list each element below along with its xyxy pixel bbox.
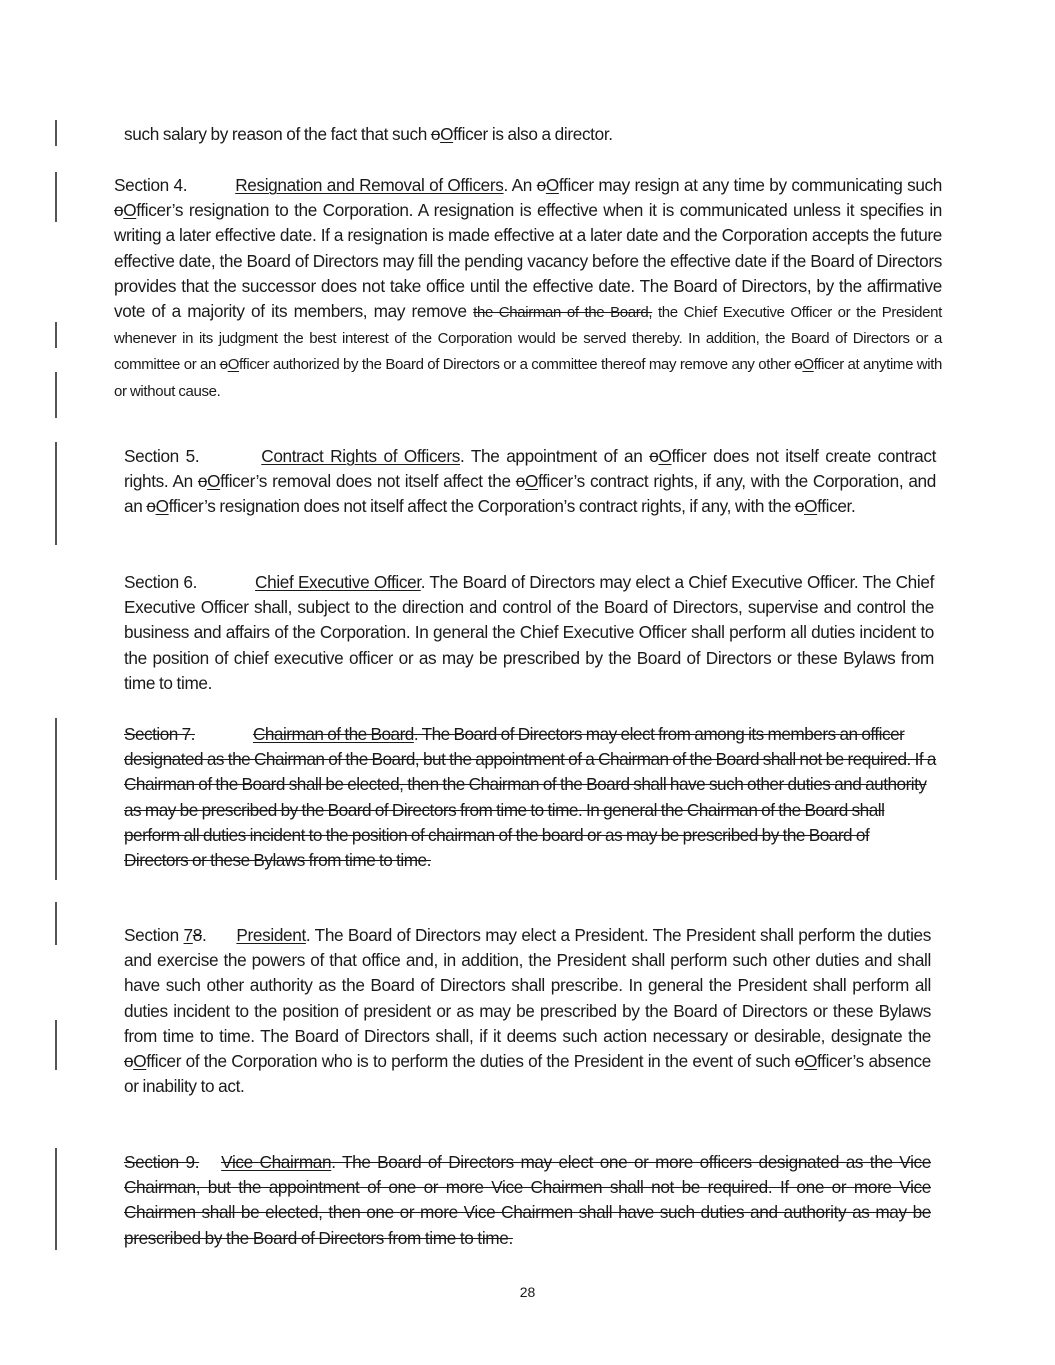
section-6 (124, 570, 934, 696)
change-bar (55, 442, 57, 545)
section-4 (114, 173, 942, 404)
text: fficer authorized by the Board of Directors or a committee thereof may remove any other (239, 356, 795, 374)
text: fficer. (817, 496, 856, 517)
text: . The Board of Directors may elect a Chief Executive Officer. The Chief Executive Officer shall, subject to the direction and control of the Board of Directors, supervise and control the business and affairs of the Corporation. In general the Chief Executive Officer shall perform all duties incident to the position of chief executive officer or as may be prescribed by the Board of Directors or these Bylaws from time to time. (124, 572, 934, 693)
text: . The appointment of an (460, 446, 650, 466)
deleted-text: o (515, 471, 525, 492)
section-number: Section 7. (124, 724, 195, 744)
text: fficer’s absence or inability to act. (124, 1051, 931, 1097)
inserted-text: O (524, 471, 538, 492)
deleted-text: o (219, 356, 228, 374)
text: fficer is also a director. (453, 124, 613, 144)
section-7-deleted (124, 722, 936, 873)
paragraph-intro (124, 122, 944, 147)
section-number: Section 5. (124, 446, 200, 466)
section-number: Section 6. (124, 572, 198, 592)
section-title: President (236, 925, 306, 945)
inserted-text: O (440, 124, 454, 144)
inserted-text: O (155, 496, 169, 517)
deleted-text: o (794, 496, 805, 517)
section-president (124, 923, 931, 1099)
section-5 (124, 444, 936, 520)
inserted-text: O (227, 356, 240, 374)
page-number: 28 (519, 1284, 536, 1300)
section-title: Resignation and Removal of Officers (235, 175, 504, 195)
inserted-number: 7 (183, 925, 193, 945)
text: fficer of the Corporation who is to perform the duties of the President in the event of such (146, 1051, 795, 1072)
inserted-text: O (133, 1051, 147, 1072)
deleted-text: o (430, 124, 441, 144)
deleted-text: o (114, 200, 124, 221)
inserted-text: O (207, 471, 221, 492)
change-bar (55, 172, 57, 222)
deleted-text: o (197, 471, 208, 492)
deleted-text: o (124, 1051, 134, 1072)
inserted-text: O (545, 175, 559, 195)
deleted-text: o (794, 356, 803, 374)
change-bar (55, 372, 57, 418)
deleted-number: 8 (192, 925, 202, 945)
inserted-text: O (804, 1051, 818, 1072)
section-number: Section 4. (114, 175, 188, 195)
text: fficer’s resignation does not itself affect the Corporation’s contract rights, if any, with the (168, 496, 795, 517)
deleted-text: o (536, 175, 546, 195)
change-bar (55, 1148, 57, 1250)
change-bar (55, 1020, 57, 1070)
inserted-text: O (123, 200, 137, 221)
text: . The Board of Directors may elect from among its members an officer designated as the Chairman of the Board, but the appointment of a Chairman of the Board shall not be required. If a Chairman of the Board shall be elected, then the Chairman of the Board shall have such other duties and authority as may be prescribed by the Board of Directors from time to time. In general the Chairman of the Board shall perform all duties incident to the position of chairman of the board or as may be prescribed by the Board of Directors or these Bylaws from time to time. (124, 724, 936, 871)
text: . The Board of Directors may elect one or more officers designated as the Vice Chairman, but the appointment of one or more Vice Chairmen shall not be required. If one or more Vice Chairmen shall be elected, then one or more Vice Chairmen shall have such duties and authority as may be prescribed by the Board of Directors from time to time. (124, 1152, 932, 1248)
text: fficer may resign at any time by communicating such (558, 175, 942, 195)
text: . (201, 925, 207, 945)
section-number: Section 9. (124, 1152, 200, 1172)
text: such salary by reason of the fact that such (124, 124, 431, 144)
section-number: Section (124, 925, 184, 945)
text: the Chief Executive Officer or the President whenever in its judgment the best interest of the Corporation would be served thereby. In addition, the Board of Directors or a committee or an (114, 304, 942, 374)
text: fficer’s removal does not itself affect the (220, 471, 516, 492)
inserted-text: O (802, 356, 814, 374)
section-title: Chief Executive Officer (255, 572, 421, 592)
text: fficer at anytime with or without cause. (114, 356, 943, 400)
text: fficer’s resignation to the Corporation. A resignation is effective when it is communicated unless it specifies in writing a later effective date. If a resignation is made effective at a later date and the Corporation accepts the future effective date, the Board of Directors may fill the pending vacancy before the effective date if the Board of Directors provides that the successor does not take office until the effective date. The Board of Directors, by the affirmative vote of a majority of its members, may remove (114, 200, 942, 322)
deleted-text: o (649, 446, 659, 466)
text: fficer’s contract rights, if any, with the Corporation, and an (124, 471, 936, 517)
text: . An (503, 175, 537, 195)
change-bar (55, 322, 57, 348)
change-bar (55, 718, 57, 880)
deleted-text: o (794, 1051, 805, 1072)
deleted-phrase: the Chairman of the Board, (473, 304, 653, 322)
change-bar (55, 120, 57, 146)
deleted-text: o (146, 496, 156, 517)
section-9-deleted (124, 1150, 931, 1251)
text: fficer does not itself create contract rights. An (124, 446, 937, 492)
text: . The Board of Directors may elect a President. The President shall perform the duties and exercise the powers of that office and, in addition, the President shall perform such other duties and shall have such other authority as the Board of Directors shall prescribe. In general the President shall perform all duties incident to the position of president or as may be prescribed by the Board of Directors or these Bylaws from time to time. The Board of Directors shall, if it deems such action necessary or desirable, designate the (124, 925, 931, 1046)
section-title: Contract Rights of Officers (261, 446, 461, 466)
section-title: Chairman of the Board (252, 724, 414, 744)
inserted-text: O (658, 446, 672, 466)
change-bar (55, 902, 57, 945)
inserted-text: O (804, 496, 818, 517)
section-title: Vice Chairman (221, 1152, 332, 1172)
